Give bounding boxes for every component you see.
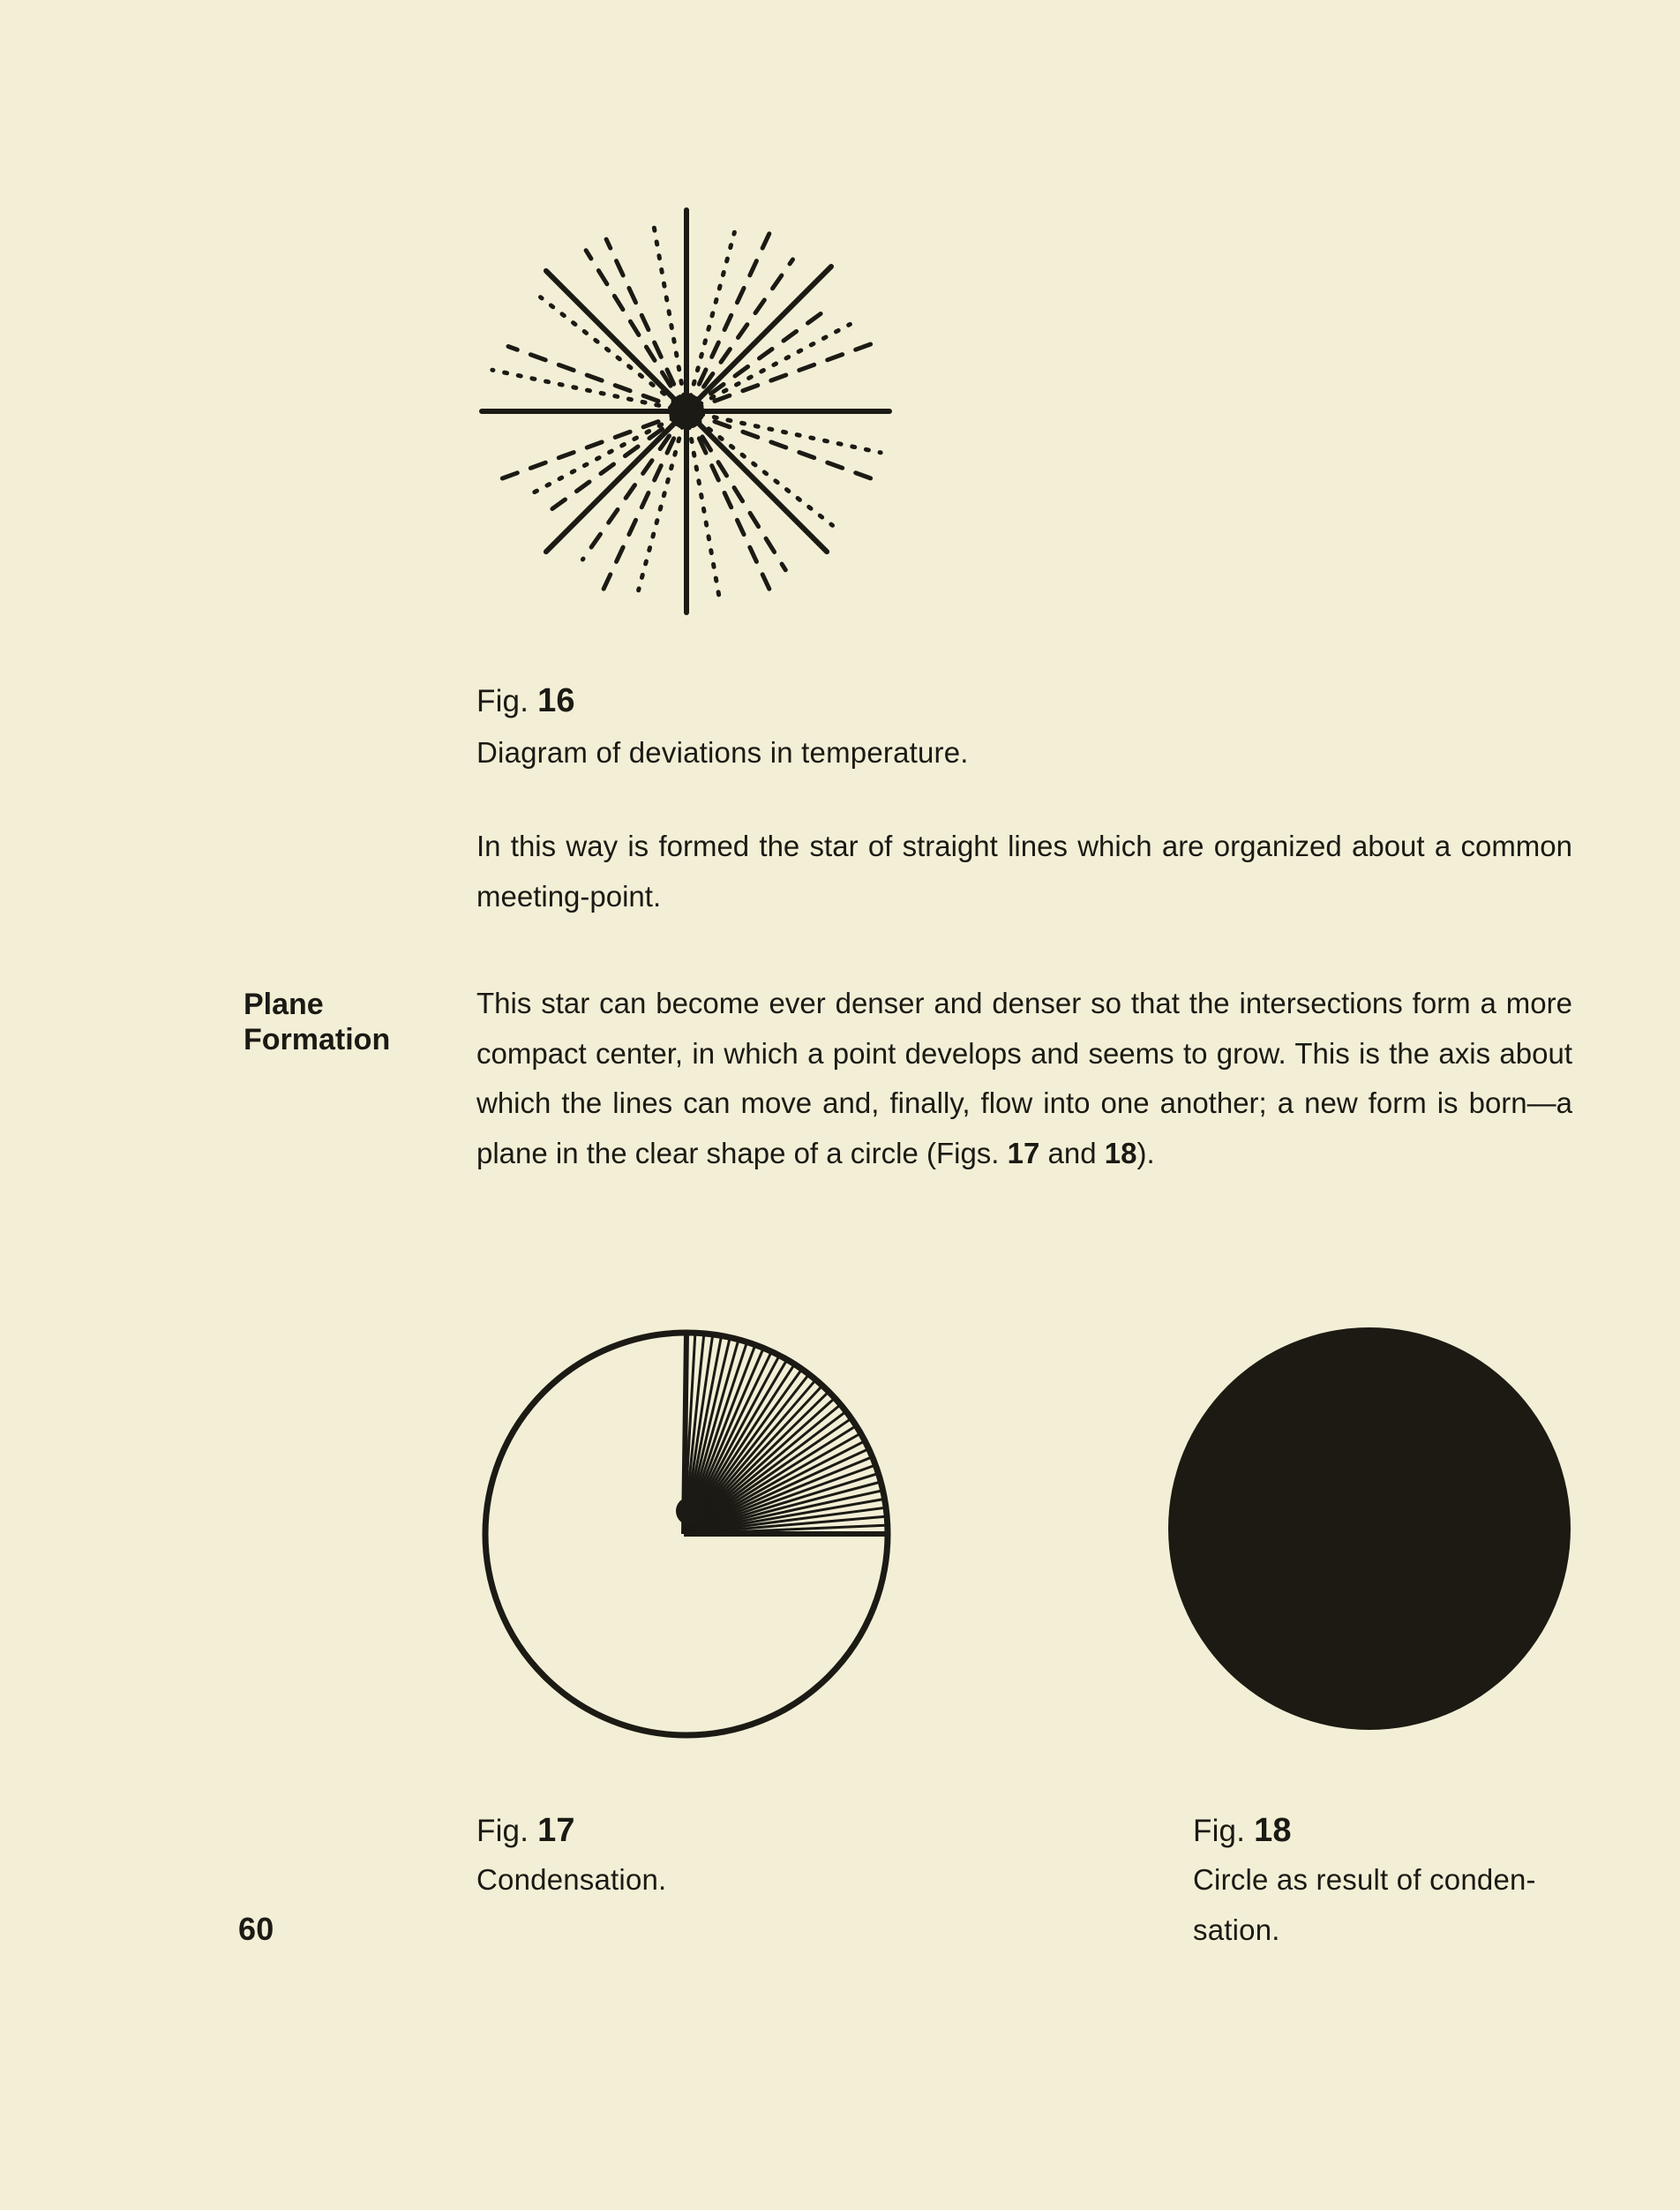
fig16-ray-dot: [686, 324, 850, 411]
fig18-solid-circle-diagram: [1168, 1327, 1571, 1730]
fig16-ray-dash: [686, 228, 772, 412]
fig17-label-text: Fig.: [476, 1814, 529, 1848]
fig16-ray-dash: [586, 251, 686, 411]
fig18-caption-line1: Circle as result of conden-: [1193, 1863, 1536, 1896]
fig17-caption: Condensation.: [476, 1863, 667, 1896]
fig16-ray-dot: [686, 411, 833, 525]
paragraph2-end: ).: [1136, 1136, 1155, 1169]
side-heading: [244, 987, 390, 1057]
side-heading-line1: Plane: [244, 988, 324, 1021]
fig16-star-diagram: [482, 210, 889, 613]
fig18-number: 18: [1254, 1812, 1292, 1849]
fig16-ray-dot: [530, 411, 686, 494]
fig18-label-text: Fig.: [1193, 1814, 1246, 1848]
fig17-center-blot: [676, 1497, 704, 1525]
fig16-ray-dash: [686, 259, 793, 411]
fig16-caption: Diagram of deviations in temperature.: [476, 736, 969, 769]
fig17-fan-lines: [684, 1333, 888, 1534]
fig16-label: [476, 676, 575, 726]
paragraph2-text: This star can become ever denser and denser so that the intersections form a more compact center, in which a point develops and seems to grow. This is the axis about which the lines can move and, finally, flow into one another; a new form is born—a plane in the clear shape of a circle (Figs.: [476, 987, 1572, 1169]
fig17-label: [476, 1806, 575, 1856]
fig16-label-text: Fig.: [476, 684, 529, 718]
side-heading-line2: Formation: [244, 1023, 391, 1056]
fig16-ray-dash: [686, 307, 829, 411]
fig18-label: [1193, 1806, 1292, 1856]
page-number: 60: [238, 1911, 274, 1947]
fig16-ray-solid: [686, 267, 831, 411]
fig17-condensation-diagram: [485, 1333, 888, 1735]
body-paragraph-2: [476, 979, 1572, 1178]
body-paragraph-1: In this way is formed the star of straight lines which are organized about a common meeting-point.: [476, 830, 1572, 913]
fig18-filled-circle: [1168, 1327, 1571, 1730]
fig18-caption-line2: sation.: [1193, 1913, 1280, 1946]
fig16-center-point: [669, 394, 704, 429]
fig16-ray-dash: [544, 411, 686, 515]
fig16-ray-dash: [686, 411, 785, 570]
fig17-number: 17: [537, 1812, 575, 1849]
figure-ref-17: 17: [1007, 1136, 1040, 1169]
fig16-ray-dot: [541, 297, 687, 411]
figure-ref-18: 18: [1104, 1136, 1137, 1169]
fig16-number: 16: [537, 682, 575, 719]
paragraph2-and: and: [1039, 1136, 1105, 1169]
fig16-ray-solid: [546, 271, 686, 411]
fig16-ray-solid: [686, 411, 827, 552]
fig16-ray-dash: [582, 411, 686, 560]
